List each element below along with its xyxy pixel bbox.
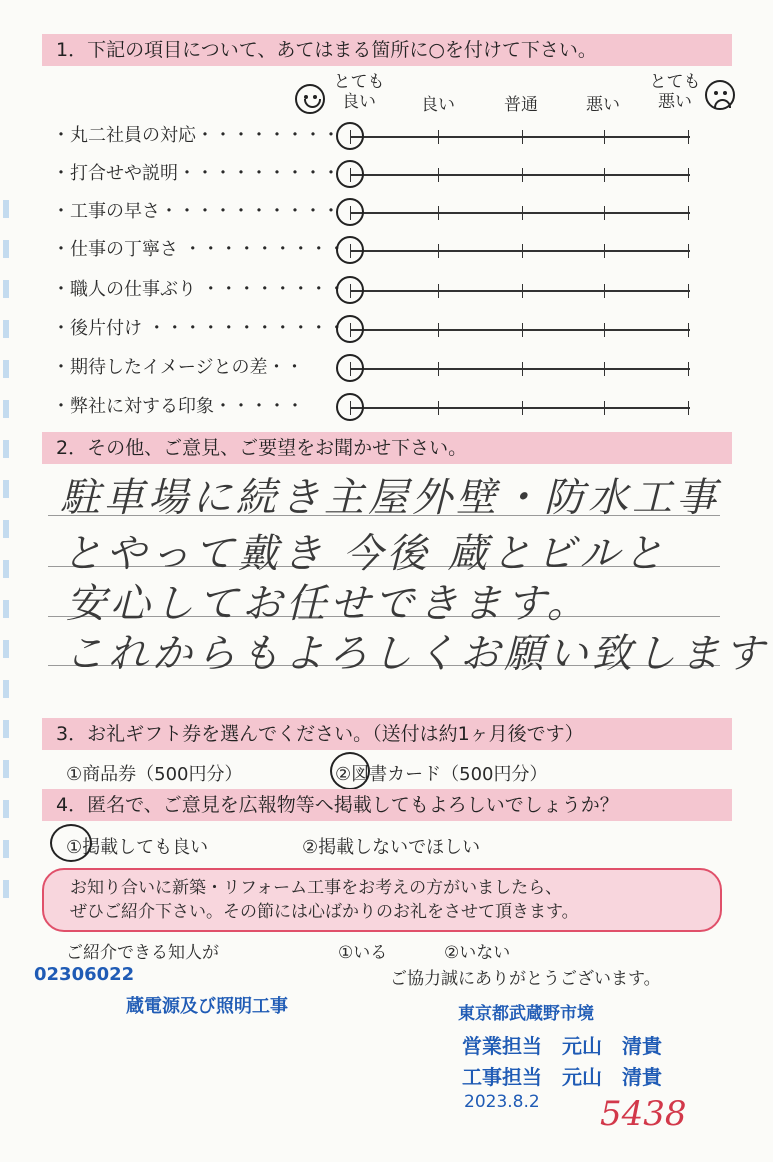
location: 東京都武蔵野市境 xyxy=(458,1004,594,1024)
referral-label: ご紹介できる知人が xyxy=(66,943,219,963)
q4-heading: 4．匿名で、ご意見を広報物等へ掲載してもよろしいでしょうか？ xyxy=(42,789,732,821)
handwritten-comment-line: 駐車場に続き主屋外壁・防水工事 xyxy=(60,475,720,521)
rating-scale xyxy=(350,368,690,370)
referral-no[interactable]: ②いない xyxy=(444,943,511,963)
selected-circle-mark[interactable] xyxy=(336,276,364,304)
publish-option-yes[interactable]: ①掲載しても良い xyxy=(66,837,209,858)
date-stamp: 2023.8.2 xyxy=(464,1092,540,1112)
selected-circle-mark[interactable] xyxy=(336,236,364,264)
left-edge-marks xyxy=(0,200,12,960)
happy-face-icon xyxy=(295,84,325,114)
handwritten-comment-line: とやって戴き 今後 蔵とビルと xyxy=(62,531,668,577)
scale-average: 普通 xyxy=(504,95,538,115)
handwritten-comment-line: 安心してお任せできます。 xyxy=(66,581,591,627)
project-name: 蔵電源及び照明工事 xyxy=(126,996,288,1017)
customer-code: 02306022 xyxy=(34,964,135,985)
rating-scale xyxy=(350,174,690,176)
selected-circle-mark xyxy=(330,752,370,790)
notice-line: お知り合いに新築・リフォーム工事をお考えの方がいましたら、 xyxy=(70,878,563,898)
rating-scale xyxy=(350,250,690,252)
gift-option-book-card[interactable]: ②図書カード（500円分） xyxy=(335,764,548,785)
notice-line: ぜひご紹介下さい。その節には心ばかりのお礼をさせて頂きます。 xyxy=(70,902,579,922)
gift-option-product[interactable]: ①商品券（500円分） xyxy=(66,764,243,785)
rating-scale xyxy=(350,212,690,214)
selected-circle-mark[interactable] xyxy=(336,354,364,382)
scale-good: 良い xyxy=(421,95,455,115)
selected-circle-mark[interactable] xyxy=(336,122,364,150)
scale-bad: 悪い xyxy=(586,95,620,115)
q3-heading: 3．お礼ギフト券を選んでください。（送付は約1ヶ月後です） xyxy=(42,718,732,750)
selected-circle-mark[interactable] xyxy=(336,198,364,226)
rating-scale xyxy=(350,329,690,331)
item-label: ・仕事の丁寧さ ・・・・・・・・・ xyxy=(52,239,346,260)
serial-number: 5438 xyxy=(600,1094,687,1134)
item-label: ・職人の仕事ぶり ・・・・・・・・ xyxy=(52,279,346,300)
selected-circle-mark[interactable] xyxy=(336,160,364,188)
rating-scale xyxy=(350,407,690,409)
q1-heading: 1．下記の項目について、あてはまる箇所に○を付けて下さい。 xyxy=(42,34,732,66)
referral-yes[interactable]: ①いる xyxy=(338,943,388,963)
selected-circle-mark xyxy=(50,824,92,862)
q2-heading: 2．その他、ご意見、ご要望をお聞かせ下さい。 xyxy=(42,432,732,464)
handwritten-comment-line: これからもよろしくお願い致します xyxy=(64,631,768,677)
item-label: ・期待したイメージとの差・・ xyxy=(52,357,304,378)
selected-circle-mark[interactable] xyxy=(336,393,364,421)
item-label: ・弊社に対する印象・・・・・ xyxy=(52,396,304,417)
item-label: ・丸二社員の対応・・・・・・・・ xyxy=(52,125,340,146)
construction-rep: 工事担当 元山 清貴 xyxy=(462,1065,662,1089)
selected-circle-mark[interactable] xyxy=(336,315,364,343)
sales-rep: 営業担当 元山 清貴 xyxy=(462,1034,662,1058)
referral-notice xyxy=(42,868,722,932)
scale-very-good: とても 良い xyxy=(333,72,385,112)
rating-scale xyxy=(350,136,690,138)
rating-scale xyxy=(350,290,690,292)
item-label: ・工事の早さ・・・・・・・・・・ xyxy=(52,201,340,222)
thanks-text: ご協力誠にありがとうございます。 xyxy=(390,969,661,989)
scale-very-bad: とても 悪い xyxy=(649,72,701,112)
item-label: ・打合せや説明・・・・・・・・・ xyxy=(52,163,340,184)
publish-option-no[interactable]: ②掲載しないでほしい xyxy=(302,837,481,858)
item-label: ・後片付け ・・・・・・・・・・・ xyxy=(52,318,346,339)
